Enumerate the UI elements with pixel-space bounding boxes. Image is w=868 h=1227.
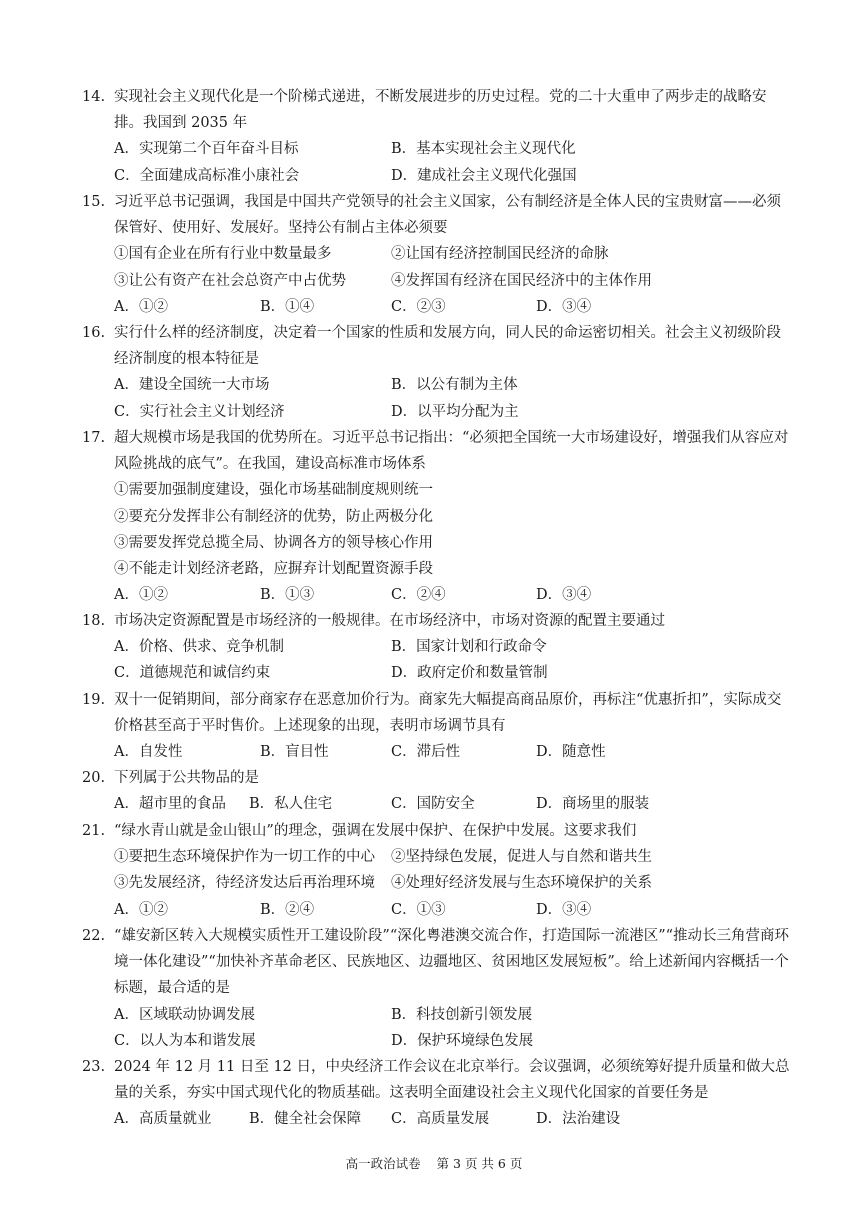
statement-4: ④不能走计划经济老路，应摒弃计划配置资源手段 [114,560,433,577]
option-d: D．③④ [536,901,592,918]
question-stem [82,818,794,844]
question-text: “绿水青山就是金山银山”的理念，强调在发展中保护、在保护中发展。这要求我们 [114,823,637,839]
option-c: C．①③ [391,901,446,918]
question-text: 超大规模市场是我国的优势所在。习近平总书记指出：“必须把全国统一大市场建设好，增强我们从容应对风险挑战的底气”。在我国，建设高标准市场体系 [114,430,789,473]
option-c: C．②③ [391,298,446,315]
option-c: C．全面建成高标准小康社会 [114,167,300,184]
question-number: 21. [82,823,106,839]
option-b: B．②④ [260,901,315,918]
option-d: D．建成社会主义现代化强国 [391,167,577,184]
statements [82,241,794,293]
option-c: C．国防安全 [391,796,475,813]
options [82,1106,794,1132]
options [82,136,794,188]
option-c: C．高质量发展 [391,1111,490,1128]
question-stem [82,687,794,739]
option-a: A．①② [114,587,168,604]
question-stem [82,765,794,791]
option-b: B．①③ [260,587,315,604]
statement-1: ①国有企业在所有行业中数量最多 [114,246,332,263]
option-d: D．③④ [536,587,592,604]
option-d: D．商场里的服装 [536,796,650,813]
option-d: D．③④ [536,298,592,315]
question-18 [82,608,794,687]
question-number: 15. [82,194,106,210]
question-number: 17. [82,430,106,446]
question-stem [82,320,794,372]
option-a: A．高质量就业 [114,1111,212,1128]
question-text: “雄安新区转入大规模实质性开工建设阶段”“深化粤港澳交流合作，打造国际一流港区”“推动长三角营商环境一体化建设”“加快补齐革命老区、民族地区、边疆地区、贫困地区发展短板”。给上述新闻内容概括一个标题，最合适的是 [114,928,790,997]
question-number: 14. [82,89,106,105]
option-d: D．随意性 [536,744,606,761]
statement-3: ③先发展经济，待经济发达后再治理环境 [114,875,375,892]
option-b: B．以公有制为主体 [391,377,518,394]
options [82,582,794,608]
option-a: A．①② [114,901,168,918]
statement-4: ④发挥国有经济在国民经济中的主体作用 [391,272,652,289]
question-14 [82,84,794,189]
statement-4: ④处理好经济发展与生态环境保护的关系 [391,875,652,892]
question-15 [82,189,794,320]
option-b: B．私人住宅 [249,796,333,813]
question-stem [82,425,794,477]
question-stem [82,923,794,1002]
option-c: C．滞后性 [391,744,461,761]
statement-2: ②要充分发挥非公有制经济的优势，防止两极分化 [114,508,433,525]
question-number: 22. [82,928,106,944]
option-d: D．保护环境绿色发展 [391,1032,534,1049]
question-stem [82,189,794,241]
options [82,634,794,686]
option-b: B．基本实现社会主义现代化 [391,141,576,158]
option-c: C．以人为本和谐发展 [114,1032,256,1049]
option-b: B．健全社会保障 [249,1111,362,1128]
question-text: 习近平总书记强调，我国是中国共产党领导的社会主义国家，公有制经济是全体人民的宝贵财富——必须保管好、使用好、发展好。坚持公有制占主体必须要 [114,194,781,237]
question-22 [82,923,794,1054]
option-d: D．政府定价和数量管制 [391,665,548,682]
question-text: 2024 年 12 月 11 日至 12 日，中央经济工作会议在北京举行。会议强调，必须统筹好提升质量和做大总量的关系，夯实中国式现代化的物质基础。这表明全面建设社会主义现代化国家的首要任务是 [114,1059,790,1102]
question-20 [82,765,794,817]
option-c: C．道德规范和诚信约束 [114,665,271,682]
question-text: 实现社会主义现代化是一个阶梯式递进，不断发展进步的历史过程。党的二十大重申了两步走的战略安排。我国到 2035 年 [114,89,767,132]
question-17 [82,425,794,608]
question-16 [82,320,794,425]
options [82,739,794,765]
option-a: A．自发性 [114,744,183,761]
question-number: 19. [82,692,106,708]
option-d: D．以平均分配为主 [391,403,519,420]
statement-2: ②坚持绿色发展，促进人与自然和谐共生 [391,849,652,866]
statement-3: ③需要发挥党总揽全局、协调各方的领导核心作用 [114,534,433,551]
question-text: 下列属于公共物品的是 [114,770,259,786]
question-23 [82,1054,794,1133]
options [82,294,794,320]
option-b: B．国家计划和行政命令 [391,639,547,656]
option-a: A．建设全国统一大市场 [114,377,270,394]
option-a: A．实现第二个百年奋斗目标 [114,141,299,158]
question-text: 实行什么样的经济制度，决定着一个国家的性质和发展方向，同人民的命运密切相关。社会主义初级阶段经济制度的根本特征是 [114,325,781,368]
question-stem [82,608,794,634]
question-stem [82,84,794,136]
options [82,791,794,817]
option-b: B．科技创新引领发展 [391,1006,533,1023]
option-b: B．盲目性 [260,744,329,761]
question-21 [82,818,794,923]
question-number: 18. [82,613,106,629]
options [82,372,794,424]
option-c: C．②④ [391,587,446,604]
question-text: 市场决定资源配置是市场经济的一般规律。在市场经济中，市场对资源的配置主要通过 [114,613,665,629]
question-stem [82,1054,794,1106]
option-a: A．超市里的食品 [114,796,226,813]
page-footer: 高一政治试卷 第 3 页 共 6 页 [345,1156,523,1171]
statements [82,477,794,582]
option-d: D．法治建设 [536,1111,621,1128]
option-a: A．价格、供求、竞争机制 [114,639,284,656]
option-c: C．实行社会主义计划经济 [114,403,285,420]
option-b: B．①④ [260,298,315,315]
statement-1: ①需要加强制度建设，强化市场基础制度规则统一 [114,482,433,499]
statements [82,844,794,896]
option-a: A．①② [114,298,168,315]
statement-2: ②让国有经济控制国民经济的命脉 [391,246,609,263]
option-a: A．区域联动协调发展 [114,1006,255,1023]
question-number: 16. [82,325,106,341]
question-number: 20. [82,770,106,786]
options [82,1002,794,1054]
statement-1: ①要把生态环境保护作为一切工作的中心 [114,849,375,866]
statement-3: ③让公有资产在社会总资产中占优势 [114,272,346,289]
question-text: 双十一促销期间，部分商家存在恶意加价行为。商家先大幅提高商品原价，再标注“优惠折扣”，实际成交价格甚至高于平时售价。上述现象的出现，表明市场调节具有 [114,692,782,735]
options [82,897,794,923]
question-number: 23. [82,1059,106,1075]
question-19 [82,687,794,766]
